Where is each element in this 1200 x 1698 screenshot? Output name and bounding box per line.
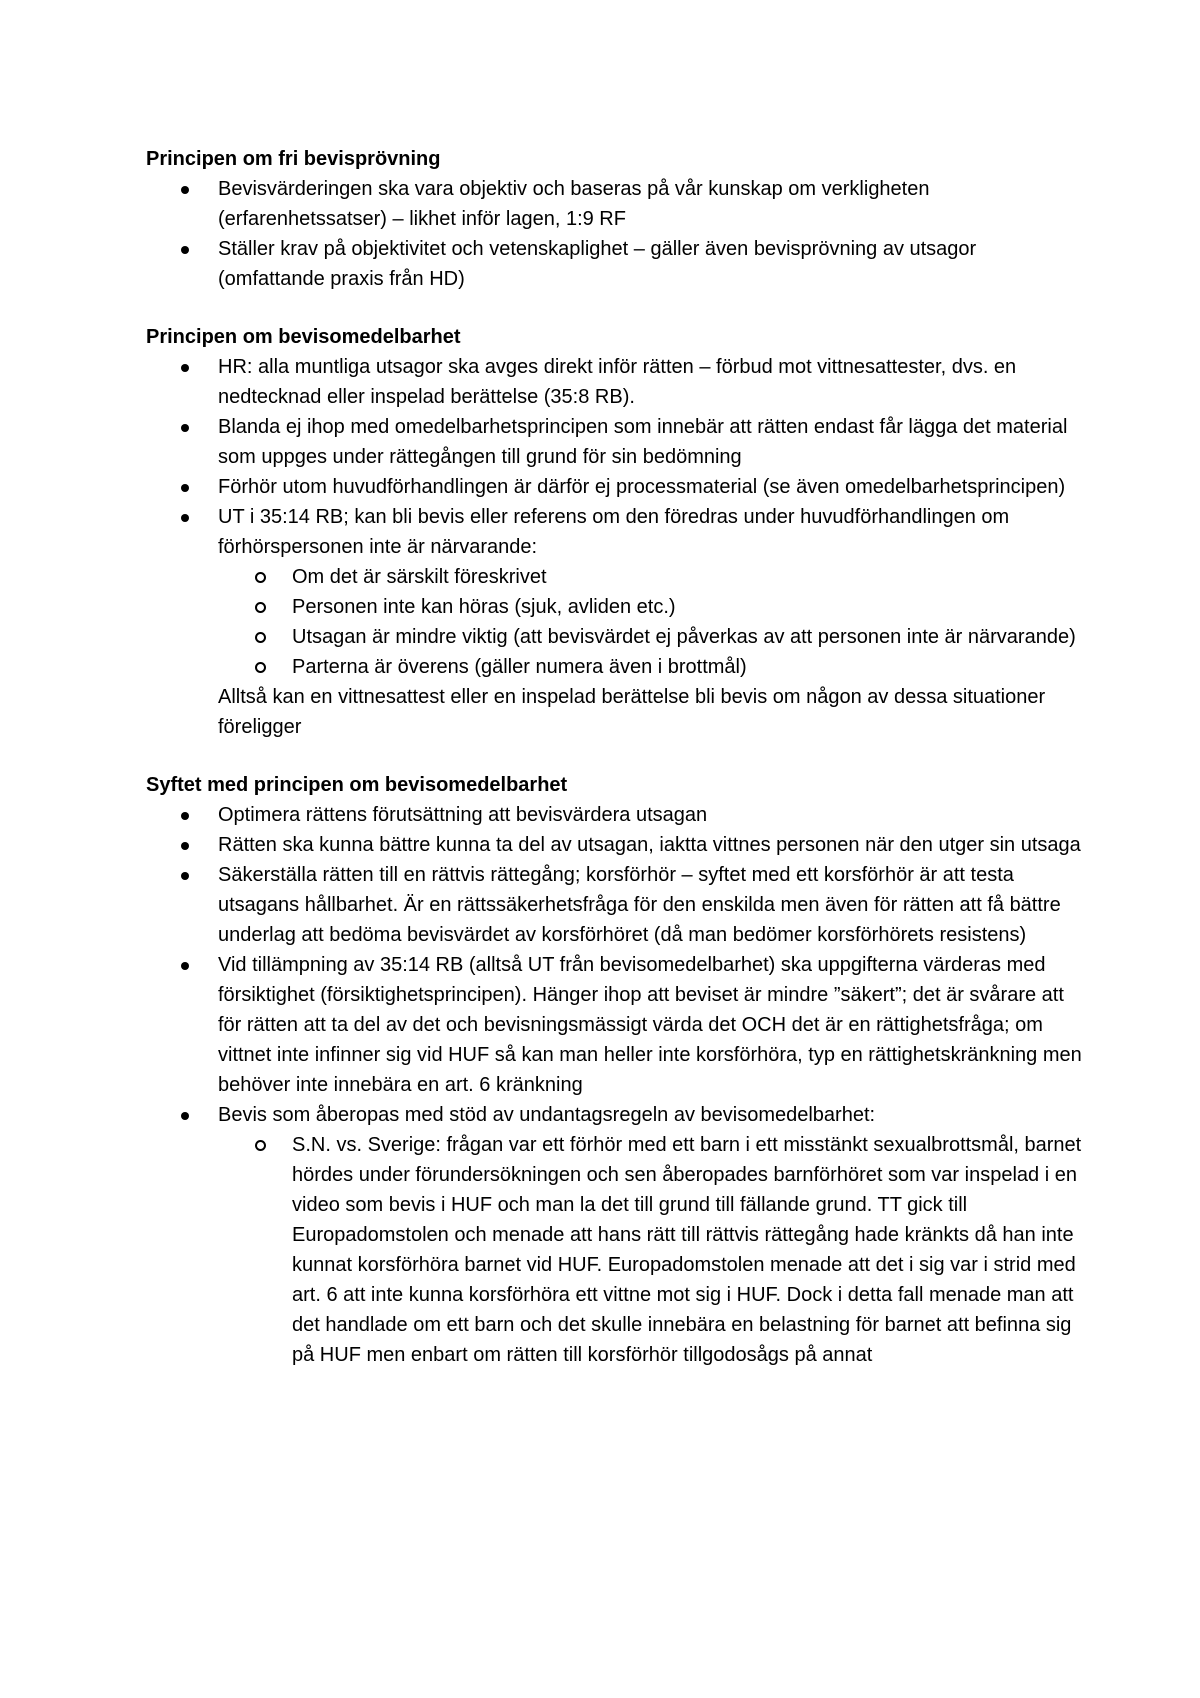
sub-list-item [292,592,1086,622]
list-item-text: Bevis som åberopas med stöd av undantagsregeln av bevisomedelbarhet: [218,1104,876,1126]
continuation-paragraph: Alltså kan en vittnesattest eller en inspelad berättelse bli bevis om någon av dessa situationer föreligger [218,686,1046,738]
list-item-text: Bevisvärderingen ska vara objektiv och baseras på vår kunskap om verkligheten (erfarenhetssatser) – likhet inför lagen, 1:9 RF [218,178,930,230]
list-item-text: Optimera rättens förutsättning att bevisvärdera utsagan [218,804,708,826]
bullet-icon [181,364,189,372]
document-page [146,144,1086,1398]
sub-list-item [292,1130,1086,1370]
bullet-icon [181,186,189,194]
section-bevisomedelbarhet [146,322,1086,742]
bullet-icon [181,872,189,880]
list-item [218,472,1086,502]
list-item-text: HR: alla muntliga utsagor ska avges direkt inför rätten – förbud mot vittnesattester, dvs. en nedtecknad eller inspelad berättelse (35:8 RB). [218,356,1017,408]
list-item [218,800,1086,830]
sub-list-item-text: S.N. vs. Sverige: frågan var ett förhör med ett barn i ett misstänkt sexualbrottsmål, barnet hördes under förundersökningen och sen åberopades barnförhöret som var inspelad i en video som bevis i HUF och man la det till grund till fällande grund. TT gick till Europadomstolen och menade att hans rätt till rättvis rättegång hade kränkts då han inte kunnat korsförhöra barnet vid HUF. Europadomstolen menade att det i sig var i strid med art. 6 att inte kunna korsförhöra ett vittne mot sig i HUF. Dock i detta fall menade man att det handlade om ett barn och det skulle innebära en belastning för barnet att befinna sig på HUF men enbart om rätten till korsförhör tillgodosågs på annat [292,1134,1082,1366]
sub-list-item-text: Om det är särskilt föreskrivet [292,566,547,588]
bullet-list [146,800,1086,1370]
list-item [218,950,1086,1100]
section-heading: Syftet med principen om bevisomedelbarhet [146,774,568,796]
list-item [218,1100,1086,1370]
bullet-icon [181,1112,189,1120]
list-item [218,174,1086,234]
circle-bullet-icon [255,632,266,643]
bullet-icon [181,812,189,820]
list-item [218,412,1086,472]
sub-list-item [292,652,1086,682]
list-item-text: UT i 35:14 RB; kan bli bevis eller referens om den föredras under huvudförhandlingen om förhörspersonen inte är närvarande: [218,506,1010,558]
section-heading: Principen om bevisomedelbarhet [146,326,461,348]
sub-list-item-text: Personen inte kan höras (sjuk, avliden etc.) [292,596,676,618]
list-item-text: Rätten ska kunna bättre kunna ta del av utsagan, iaktta vittnes personen när den utger sin utsaga [218,834,1081,856]
sub-bullet-list [218,562,1086,682]
bullet-icon [181,842,189,850]
sub-list-item-text: Parterna är överens (gäller numera även i brottmål) [292,656,747,678]
circle-bullet-icon [255,572,266,583]
circle-bullet-icon [255,662,266,673]
list-item-text: Blanda ej ihop med omedelbarhetsprincipen som innebär att rätten endast får lägga det material som uppges under rättegången till grund för sin bedömning [218,416,1068,468]
list-item [218,352,1086,412]
sub-list-item [292,562,1086,592]
list-item-text: Förhör utom huvudförhandlingen är därför ej processmaterial (se även omedelbarhetsprincipen) [218,476,1066,498]
list-item [218,830,1086,860]
list-item-text: Säkerställa rätten till en rättvis rättegång; korsförhör – syftet med ett korsförhör är att testa utsagans hållbarhet. Är en rättssäkerhetsfråga för den enskilda men även för rätten att få bättre underlag att bedöma bevisvärdet av korsförhöret (då man bedömer korsförhörets resistens) [218,864,1061,946]
list-item [218,502,1086,682]
section-heading: Principen om fri bevisprövning [146,148,441,170]
section-syftet [146,770,1086,1370]
sub-list-item-text: Utsagan är mindre viktig (att bevisvärdet ej påverkas av att personen inte är närvarande) [292,626,1076,648]
bullet-list [146,174,1086,294]
bullet-icon [181,514,189,522]
circle-bullet-icon [255,602,266,613]
list-item [218,860,1086,950]
bullet-icon [181,962,189,970]
list-item-text: Ställer krav på objektivitet och vetenskaplighet – gäller även bevisprövning av utsagor (omfattande praxis från HD) [218,238,977,290]
circle-bullet-icon [255,1140,266,1151]
bullet-icon [181,424,189,432]
bullet-list [146,352,1086,682]
section-fri-bevisprovning [146,144,1086,294]
bullet-icon [181,246,189,254]
list-item [218,234,1086,294]
sub-bullet-list [218,1130,1086,1370]
sub-list-item [292,622,1086,652]
bullet-icon [181,484,189,492]
list-item-text: Vid tillämpning av 35:14 RB (alltså UT från bevisomedelbarhet) ska uppgifterna värderas med försiktighet (försiktighetsprincipen). Hänger ihop att beviset är mindre ”säkert”; det är svårare att för rätten att ta del av det och bevisningsmässigt värda det OCH det är en rättighetsfråga; om vittnet inte infinner sig vid HUF så kan man heller inte korsförhöra, typ en rättighetskränkning men behöver inte innebära en art. 6 kränkning [218,954,1082,1096]
